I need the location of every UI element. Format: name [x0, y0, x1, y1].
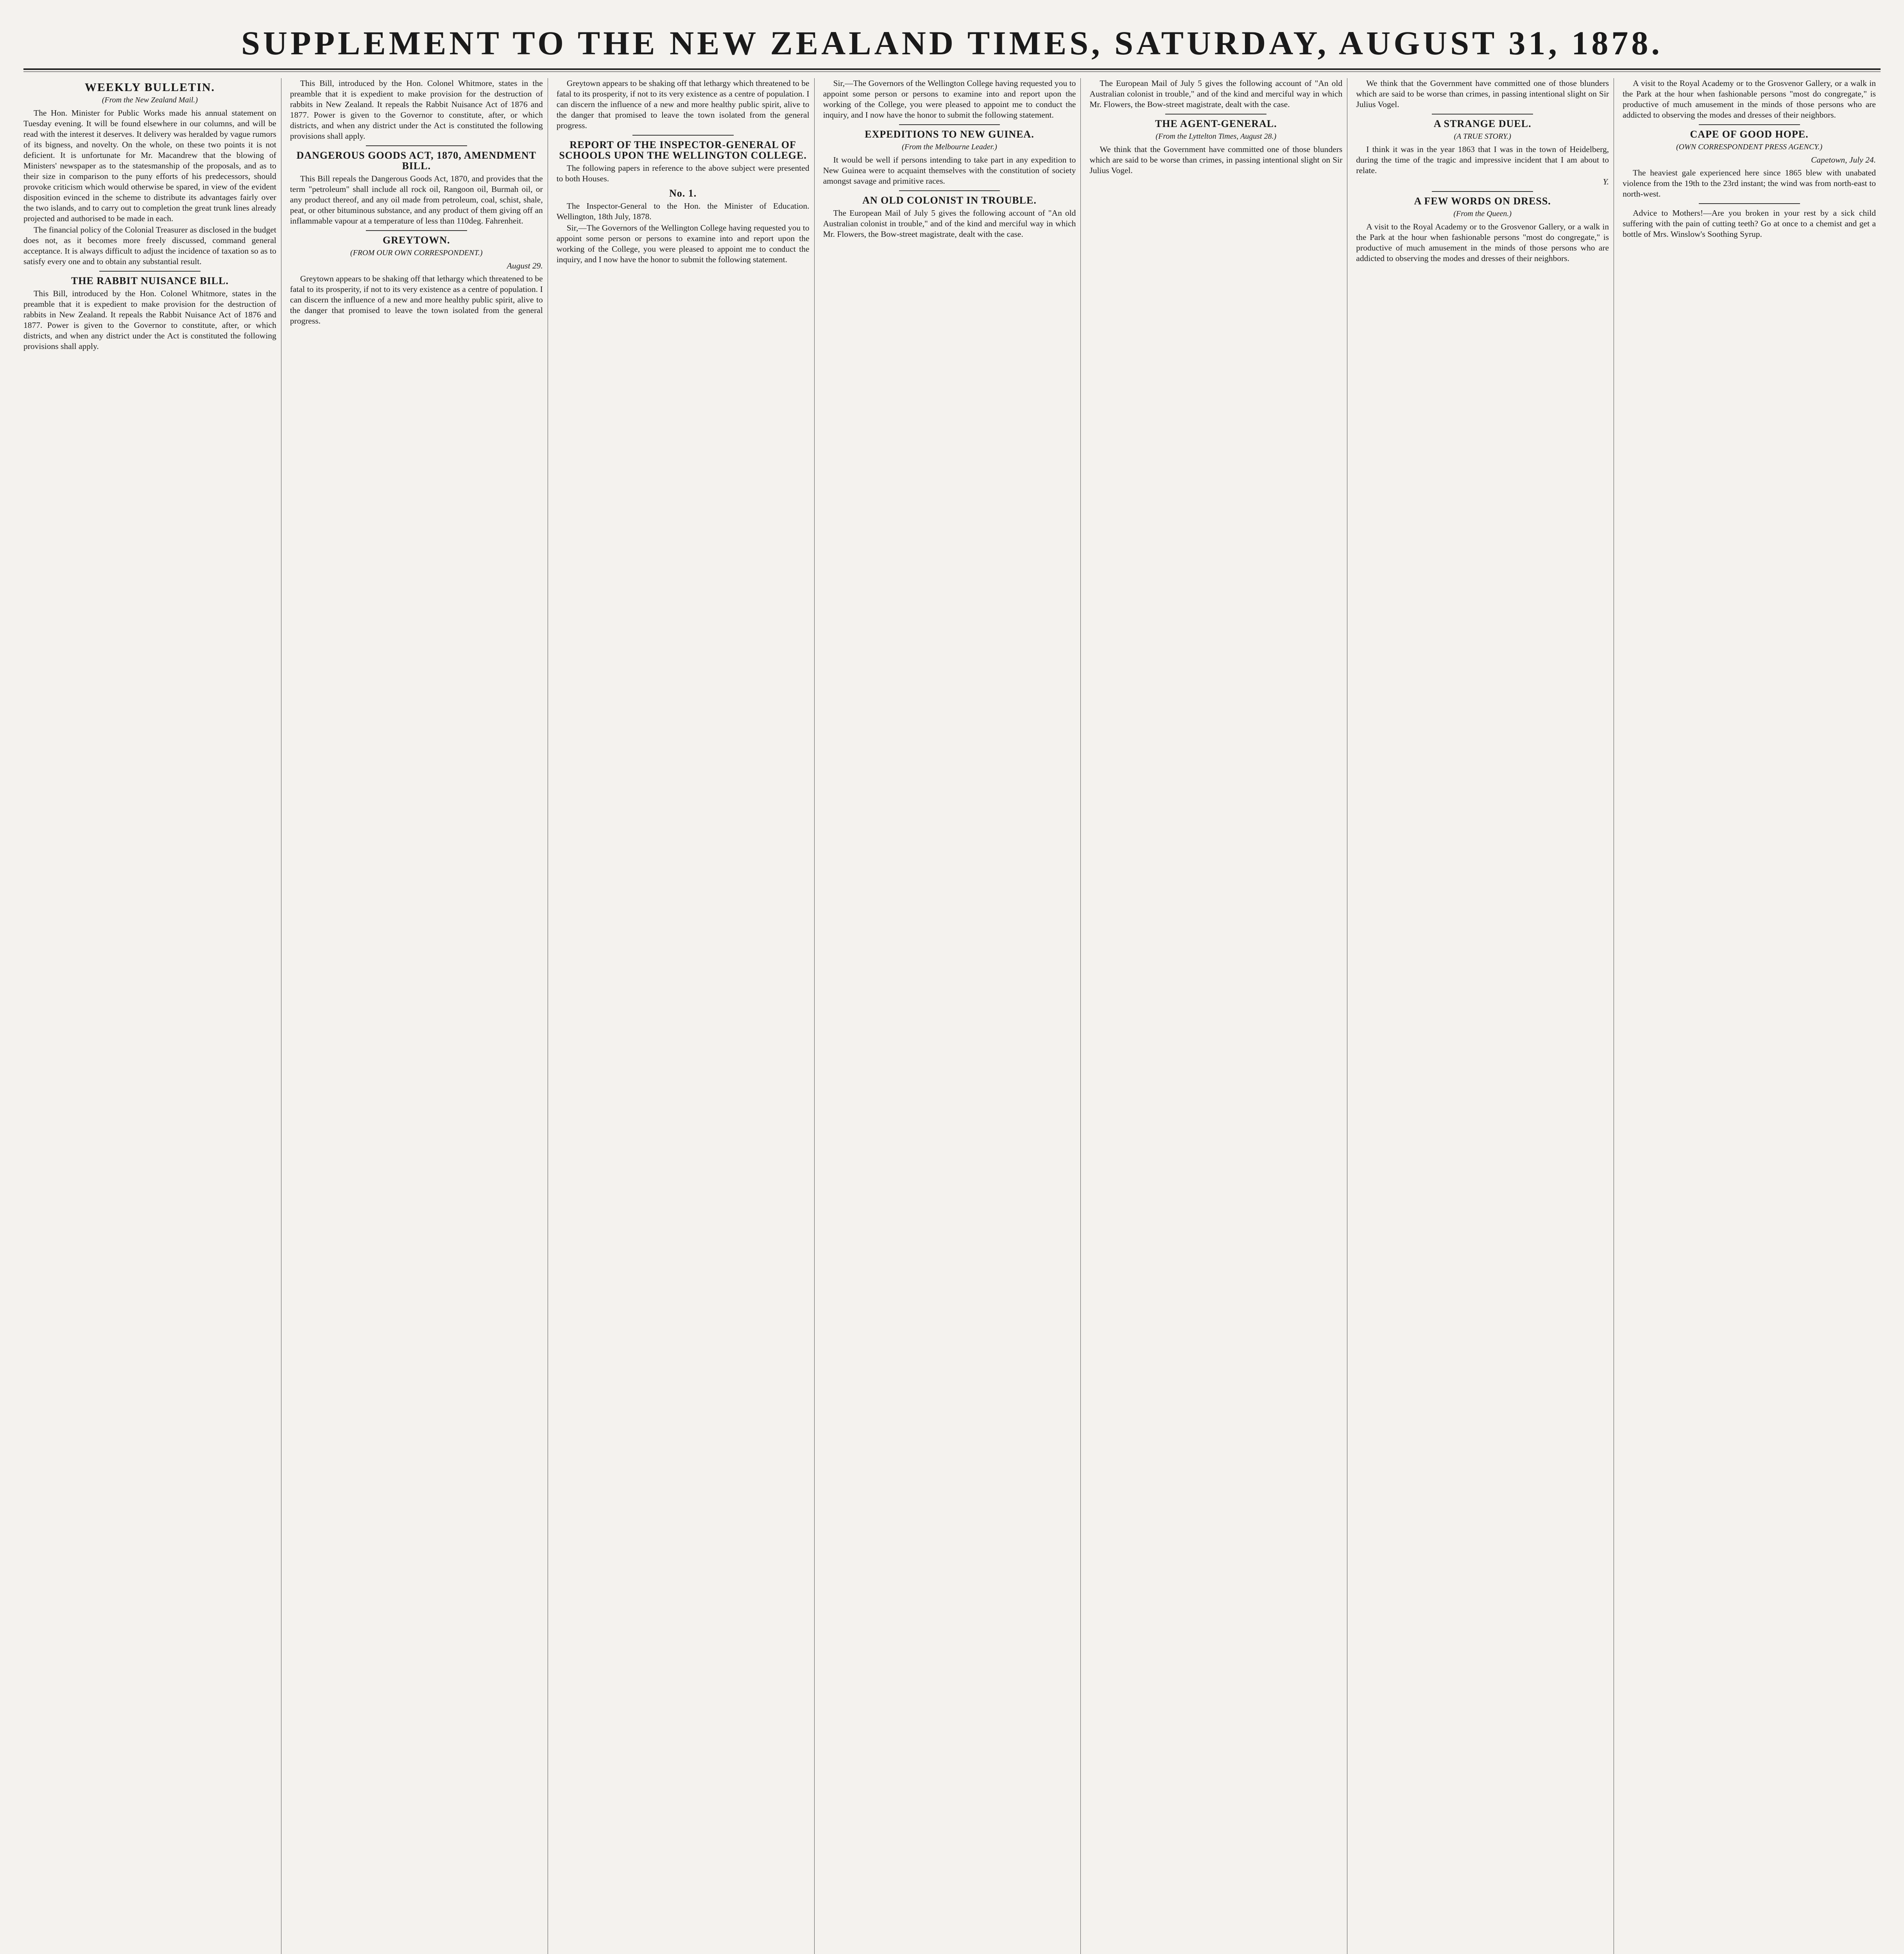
article-paragraph: The European Mail of July 5 gives the following account of "An old Australian colonist in trouble," and of the kind and merciful way in which Mr. Flowers, the Bow-street magistrate, dealt with the case. — [823, 208, 1076, 239]
masthead-rule — [23, 68, 1881, 70]
article-paragraph: It would be well if persons intending to take part in any expedition to New Guinea were to acquaint themselves with the constitution of society amongst savage and primitive races. — [823, 155, 1076, 186]
column-5 — [1089, 78, 1347, 1954]
masthead-title: SUPPLEMENT TO THE NEW ZEALAND TIMES, SATURDAY, AUGUST 31, 1878. — [241, 24, 1663, 62]
advertisement: Advice to Mothers!—Are you broken in your rest by a sick child suffering with the pain of cutting teeth? Go at once to a chemist and get a bottle of Mrs. Winslow's Soothing Syrup. — [1623, 208, 1876, 239]
article-paragraph: The following papers in reference to the above subject were presented to both Houses. — [556, 163, 810, 183]
article-paragraph: The Inspector-General to the Hon. the Minister of Education. Wellington, 18th July, 1878. — [556, 201, 810, 221]
article-heading: DANGEROUS GOODS ACT, 1870, AMENDMENT BILL. — [296, 150, 536, 172]
article-columns — [23, 78, 1881, 1954]
separator — [99, 271, 201, 272]
column-1 — [23, 78, 281, 1954]
article-paragraph: This Bill, introduced by the Hon. Colonel Whitmore, states in the preamble that it is expedient to make provision for the destruction of rabbits in New Zealand. It repeals the Rabbit Nuisance Act of 1876 and 1877. Power is given to the Governor to constitute, after, or which districts, and when any district under the Act is constituted the following provisions shall apply. — [23, 289, 276, 351]
separator — [366, 230, 467, 231]
separator — [899, 190, 1000, 191]
column-7 — [1623, 78, 1881, 1954]
article-signature: Y. — [1603, 177, 1609, 186]
article-subheading: (From the Lyttelton Times, August 28.) — [1155, 132, 1277, 141]
article-subheading: (FROM OUR OWN CORRESPONDENT.) — [350, 249, 483, 257]
separator — [1432, 114, 1533, 115]
column-6 — [1356, 78, 1614, 1954]
article-subheading: (From the New Zealand Mail.) — [102, 96, 198, 104]
column-2 — [290, 78, 548, 1954]
separator — [899, 124, 1000, 125]
article-subheading: (A TRUE STORY.) — [1454, 132, 1511, 141]
article-heading: REPORT OF THE INSPECTOR-GENERAL OF SCHOOLS UPON THE WELLINGTON COLLEGE. — [559, 139, 807, 161]
article-heading: GREYTOWN. — [383, 234, 450, 246]
article-paragraph: This Bill repeals the Dangerous Goods Act, 1870, and provides that the term "petroleum" shall include all rock oil, Rangoon oil, Burmah oil, or any product thereof, and any oil made from petroleum, coal, schist, shale, peat, or other bituminous substance, and any product of them giving off an inflammable vapour at a temperature of less than 110deg. Fahrenheit. — [290, 174, 543, 225]
separator — [632, 135, 734, 136]
article-heading: THE AGENT-GENERAL. — [1155, 118, 1277, 129]
article-paragraph: Greytown appears to be shaking off that lethargy which threatened to be fatal to its prosperity, if not to its very existence as a centre of population. I can discern the influence of a new and more healthy public spirit, alive to the danger that promised to leave the town isolated from the general progress. — [290, 274, 543, 326]
article-subheading: (From the Melbourne Leader.) — [902, 143, 997, 151]
article-heading: AN OLD COLONIST IN TROUBLE. — [862, 195, 1037, 206]
article-heading: A STRANGE DUEL. — [1433, 118, 1531, 129]
article-paragraph: I think it was in the year 1863 that I was in the town of Heidelberg, during the time of the tragic and impressive incident that I am about to relate. — [1356, 145, 1609, 175]
article-subheading: (From the Queen.) — [1453, 209, 1512, 218]
separator — [366, 145, 467, 146]
column-3 — [557, 78, 815, 1954]
article-heading: WEEKLY BULLETIN. — [84, 81, 215, 94]
column-4 — [823, 78, 1081, 1954]
separator — [1699, 203, 1800, 204]
article-dateline: Capetown, July 24. — [1811, 155, 1876, 165]
article-paragraph: Sir,—The Governors of the Wellington College having requested you to appoint some person or persons to examine into and report upon the working of the College, you were pleased to appoint me to conduct the inquiry, and I now have the honor to submit the following statement. — [823, 79, 1076, 120]
article-paragraph: The financial policy of the Colonial Treasurer as disclosed in the budget does not, as it becomes more freely discussed, command general acceptance. It is always difficult to adjust the incidence of taxation so as to satisfy every one and to obtain any substantial result. — [23, 225, 276, 266]
separator — [1699, 124, 1800, 125]
article-paragraph: Greytown appears to be shaking off that lethargy which threatened to be fatal to its prosperity, if not to its very existence as a centre of population. I can discern the influence of a new and more healthy public spirit, alive to the danger that promised to leave the town isolated from the general progress. — [556, 79, 810, 130]
separator — [1165, 114, 1266, 115]
article-paragraph: The Hon. Minister for Public Works made his annual statement on Tuesday evening. It will be found elsewhere in our columns, and will be read with the interest it deserves. It delivery was heralded by vague rumors of its bigness, and novelty. On the whole, on these two points it is not deficient. It is unfortunate for Mr. Macandrew that the blowing of Ministers' newspaper as to the statesmanship of the proposals, and as to their size in comparison to the puny efforts of his predecessors, should provoke criticism which would otherwise be spared, in view of the evident disposition evinced in the scheme to distribute its advantages fairly over the two islands, and to carry out to completion the great trunk lines already projected and authorised to be made in each. — [23, 108, 276, 223]
article-heading: CAPE OF GOOD HOPE. — [1690, 129, 1809, 140]
article-paragraph: We think that the Government have committed one of those blunders which are said to be worse than crimes, in passing intentional slight on Sir Julius Vogel. — [1089, 145, 1343, 175]
article-heading: EXPEDITIONS TO NEW GUINEA. — [865, 129, 1034, 140]
article-paragraph: We think that the Government have committed one of those blunders which are said to be worse than crimes, in passing intentional slight on Sir Julius Vogel. — [1356, 79, 1609, 109]
article-paragraph: A visit to the Royal Academy or to the Grosvenor Gallery, or a walk in the Park at the hour when fashionable persons "most do congregate," is productive of much amusement in the minds of those persons who are addicted to observing the modes and dresses of their neighbors. — [1356, 222, 1609, 263]
masthead — [23, 16, 1881, 63]
article-section-number: No. 1. — [669, 188, 697, 199]
separator — [1432, 191, 1533, 192]
article-paragraph: This Bill, introduced by the Hon. Colonel Whitmore, states in the preamble that it is expedient to make provision for the destruction of rabbits in New Zealand. It repeals the Rabbit Nuisance Act of 1876 and 1877. Power is given to the Governor to constitute, after, or which districts, and when any district under the Act is constituted the following provisions shall apply. — [290, 79, 543, 141]
article-subheading: (OWN CORRESPONDENT PRESS AGENCY.) — [1676, 143, 1823, 151]
article-paragraph: A visit to the Royal Academy or to the Grosvenor Gallery, or a walk in the Park at the hour when fashionable persons "most do congregate," is productive of much amusement in the minds of those persons who are addicted to observing the modes and dresses of their neighbors. — [1623, 79, 1876, 120]
article-heading: A FEW WORDS ON DRESS. — [1414, 195, 1551, 207]
article-paragraph: Sir,—The Governors of the Wellington College having requested you to appoint some person or persons to examine into and report upon the working of the College, you were pleased to appoint me to conduct the inquiry, and I now have the honor to submit the following statement. — [556, 223, 810, 264]
article-dateline: August 29. — [507, 261, 543, 270]
article-heading: THE RABBIT NUISANCE BILL. — [71, 275, 229, 286]
article-paragraph: The heaviest gale experienced here since 1865 blew with unabated violence from the 19th to the 23rd instant; the wind was from north-east to north-west. — [1623, 168, 1876, 199]
article-paragraph: The European Mail of July 5 gives the following account of "An old Australian colonist in trouble," and of the kind and merciful way in which Mr. Flowers, the Bow-street magistrate, dealt with the case. — [1089, 79, 1343, 109]
